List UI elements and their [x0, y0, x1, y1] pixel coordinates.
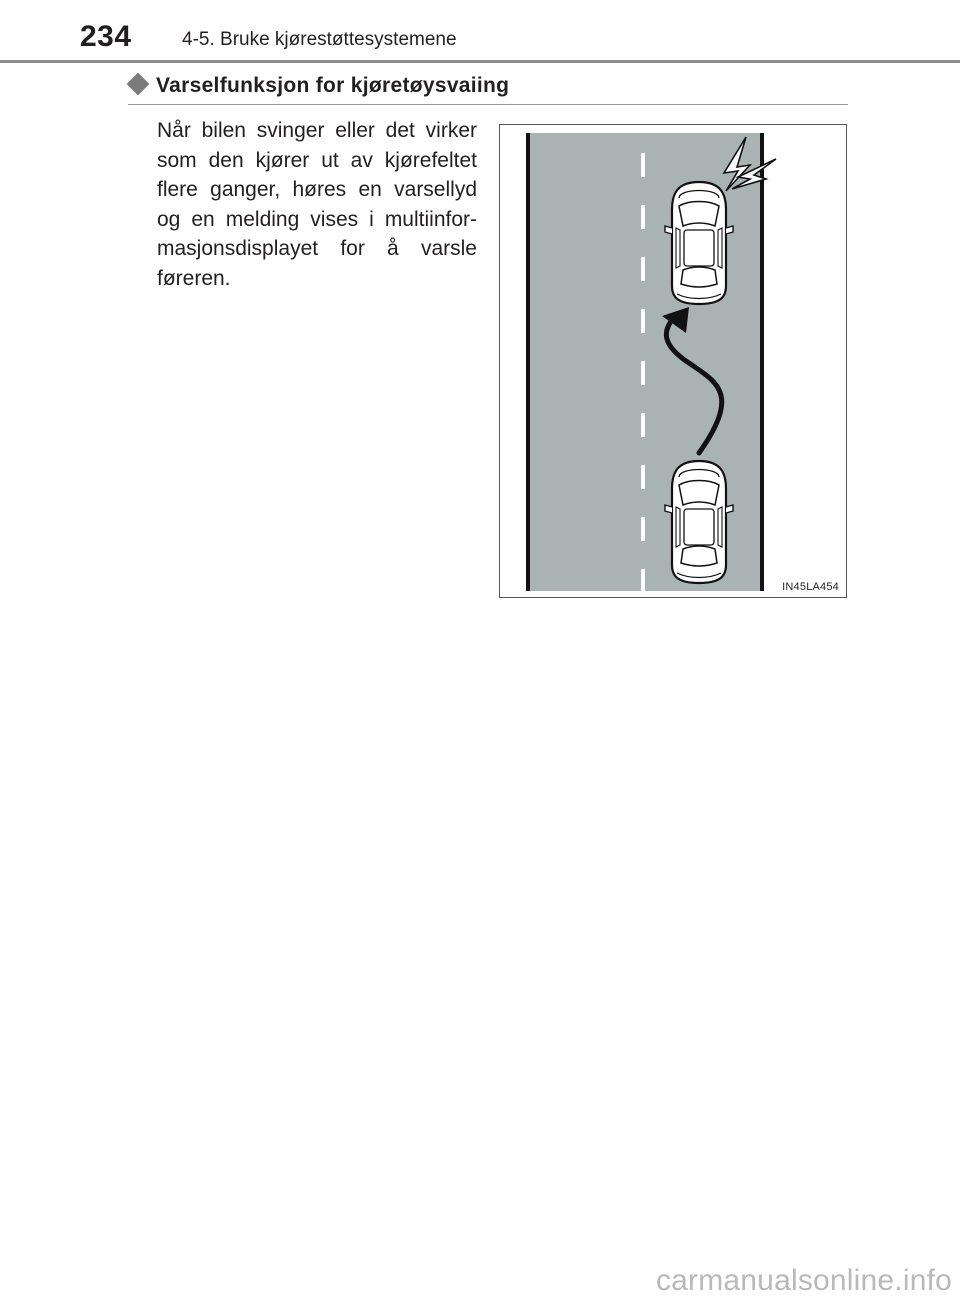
section-divider [128, 104, 848, 105]
page-number: 234 [80, 20, 132, 53]
page-header [0, 0, 960, 62]
watermark: carmanualsonline.info [655, 1264, 952, 1297]
chapter-title: 4-5. Bruke kjørestøttesystemene [182, 29, 457, 50]
car-icon [665, 182, 733, 304]
diamond-icon [127, 73, 150, 96]
lane-weaving-illustration [499, 124, 847, 598]
section-body-text: Når bilen svinger eller det virker som den kjører ut av kjørefeltet flere ganger, høres en varsellyd og en melding vises i multiinfor-masjonsdisplayet for å varsle føreren. [157, 119, 477, 290]
section-title: Varselfunksjon for kjøretøysvaiing [156, 74, 510, 97]
road-illustration-svg [500, 125, 846, 597]
section-heading [128, 72, 848, 106]
left-lane-boundary [526, 133, 530, 591]
right-lane-boundary [760, 133, 764, 591]
figure-code: IN45LA454 [782, 581, 839, 593]
header-divider [0, 60, 960, 63]
car-icon [665, 461, 733, 583]
